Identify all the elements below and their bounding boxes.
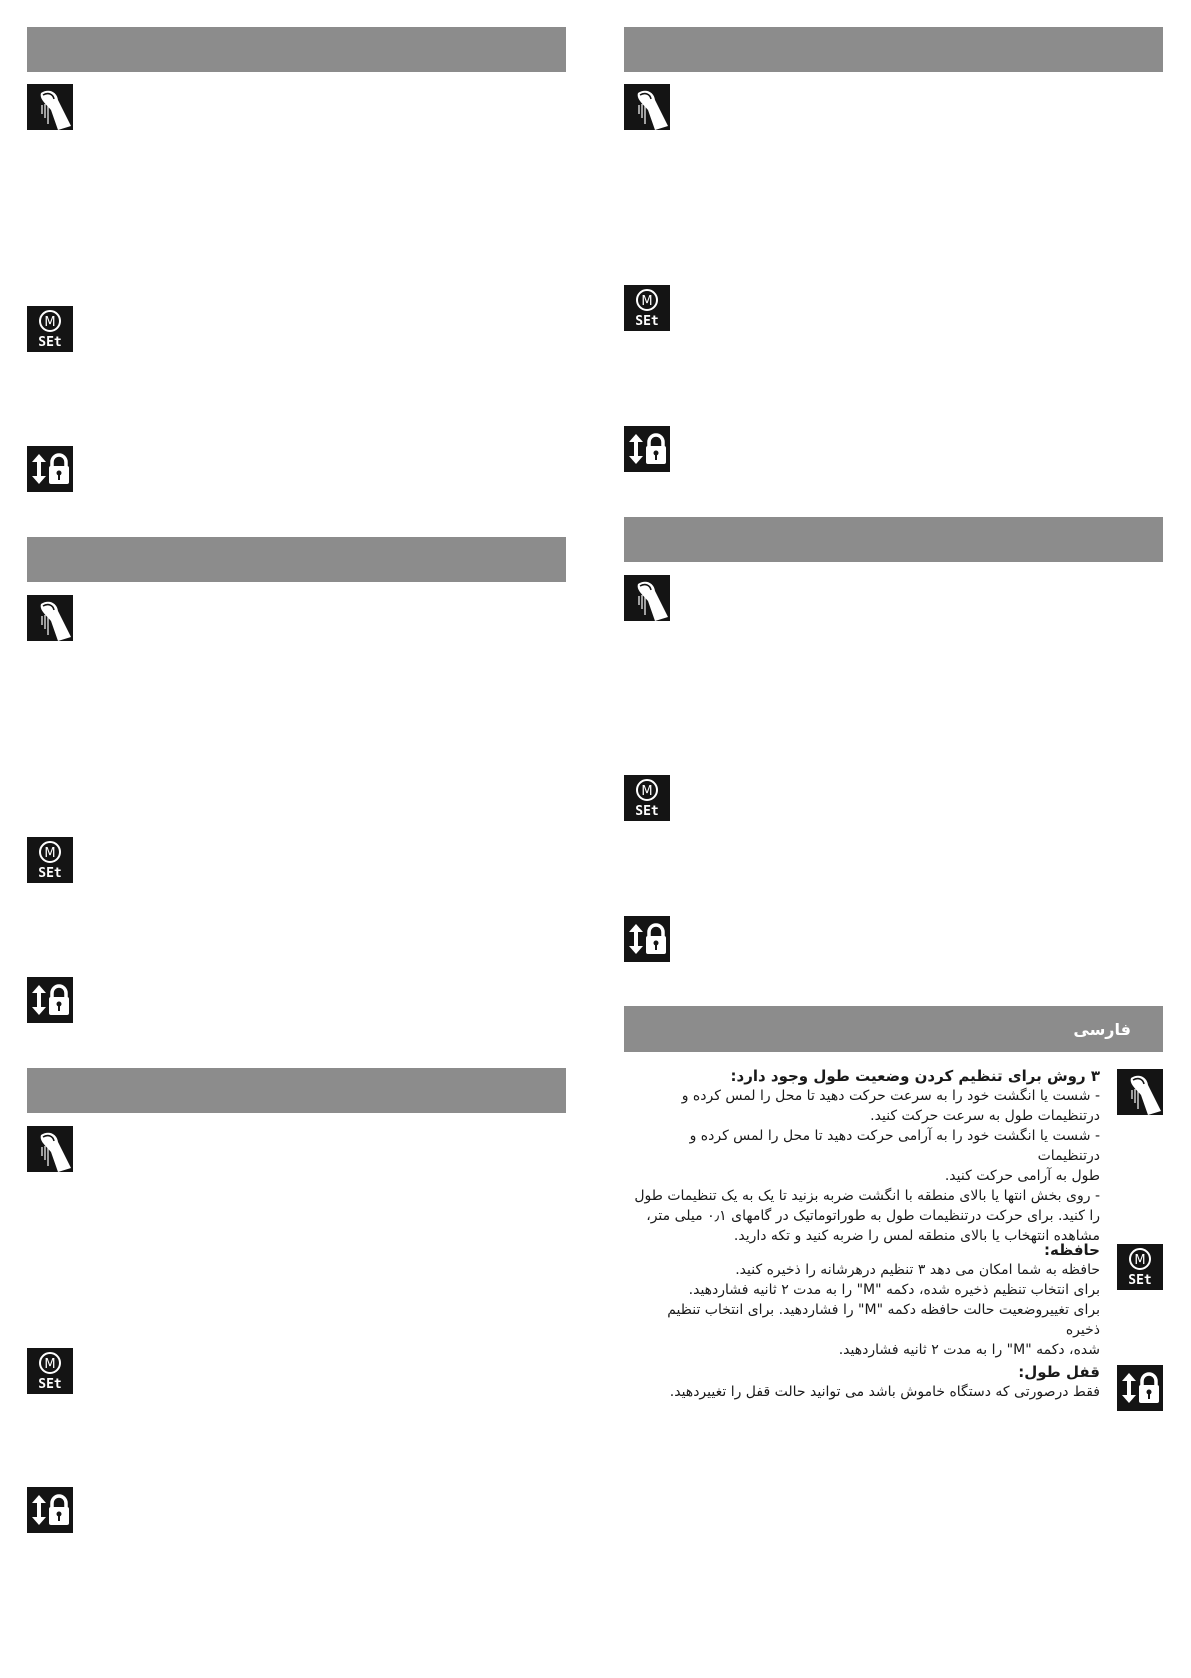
memory-line: شده، دکمه "M" را به مدت ۲ ثانیه فشاردهید. bbox=[838, 1342, 1100, 1358]
language-label: فارسی bbox=[1073, 1019, 1131, 1039]
svg-text:M: M bbox=[1134, 1253, 1146, 1268]
swipe-line: را کنید. برای حرکت درتنظیمات طول به طوراتوماتیک در گامهای ۰٫۱ میلی متر، bbox=[646, 1208, 1100, 1224]
memory-line: برای انتخاب تنظیم ذخیره شده، دکمه "M" را به مدت ۲ ثانیه فشاردهید. bbox=[688, 1282, 1100, 1298]
swipe-icon bbox=[27, 595, 73, 641]
swipe-line: درتنظیمات طول به سرعت حرکت کنید. bbox=[870, 1108, 1100, 1124]
swipe-instructions bbox=[630, 1066, 1100, 1246]
svg-text:SEt: SEt bbox=[38, 1377, 62, 1392]
svg-text:SEt: SEt bbox=[635, 804, 659, 819]
lock-line: فقط درصورتی که دستگاه خاموش باشد می توانید حالت قفل را تغییردهید. bbox=[669, 1384, 1100, 1400]
svg-text:M: M bbox=[641, 294, 653, 309]
length-lock-icon bbox=[27, 1487, 73, 1533]
section-header-band-right-1 bbox=[624, 27, 1163, 72]
section-header-band-left-3 bbox=[27, 1068, 566, 1113]
swipe-icon bbox=[27, 1126, 73, 1172]
svg-text:M: M bbox=[44, 1357, 56, 1372]
swipe-icon bbox=[1117, 1069, 1163, 1115]
section-header-band-left-2 bbox=[27, 537, 566, 582]
memory-line: برای تغییروضعیت حالت حافظه دکمه "M" را فشاردهید. برای انتخاب تنظیم ذخیره bbox=[667, 1302, 1100, 1338]
swipe-line: - شست یا انگشت خود را به آرامی حرکت دهید تا محل را لمس کرده و درتنظیمات bbox=[689, 1128, 1100, 1164]
memory-set-icon bbox=[27, 306, 73, 352]
svg-text:M: M bbox=[641, 784, 653, 799]
swipe-heading: ۳ روش برای تنظیم کردن وضعیت طول وجود دارد: bbox=[730, 1067, 1100, 1085]
swipe-line: طول به آرامی حرکت کنید. bbox=[944, 1168, 1100, 1184]
svg-text:M: M bbox=[44, 846, 56, 861]
swipe-icon bbox=[624, 575, 670, 621]
swipe-icon bbox=[624, 84, 670, 130]
svg-text:SEt: SEt bbox=[635, 314, 659, 329]
swipe-icon bbox=[27, 84, 73, 130]
section-header-band-right-2 bbox=[624, 517, 1163, 562]
memory-set-icon bbox=[27, 837, 73, 883]
memory-set-icon bbox=[1117, 1244, 1163, 1290]
lock-instructions bbox=[630, 1362, 1100, 1402]
length-lock-icon bbox=[1117, 1365, 1163, 1411]
memory-instructions bbox=[630, 1240, 1100, 1360]
memory-set-icon bbox=[27, 1348, 73, 1394]
svg-text:M: M bbox=[44, 315, 56, 330]
memory-set-icon bbox=[624, 775, 670, 821]
svg-text:SEt: SEt bbox=[38, 866, 62, 881]
length-lock-icon bbox=[27, 977, 73, 1023]
memory-set-icon bbox=[624, 285, 670, 331]
svg-text:SEt: SEt bbox=[38, 335, 62, 350]
section-header-band-left-1 bbox=[27, 27, 566, 72]
lock-heading: قفل طول: bbox=[1018, 1363, 1100, 1381]
length-lock-icon bbox=[624, 916, 670, 962]
swipe-line: - روی بخش انتها یا بالای منطقه با انگشت ضربه بزنید تا یک به یک تنظیمات طول bbox=[634, 1188, 1100, 1204]
memory-heading: حافظه: bbox=[1044, 1241, 1100, 1259]
svg-text:SEt: SEt bbox=[1128, 1273, 1152, 1288]
section-header-language bbox=[624, 1006, 1163, 1052]
memory-line: حافظه به شما امکان می دهد ۳ تنظیم درهرشانه را ذخیره کنید. bbox=[735, 1262, 1100, 1278]
swipe-line: - شست یا انگشت خود را به سرعت حرکت دهید تا محل را لمس کرده و bbox=[681, 1088, 1100, 1104]
length-lock-icon bbox=[624, 426, 670, 472]
length-lock-icon bbox=[27, 446, 73, 492]
swipe-line: مشاهده انتهخاب یا بالای منطقه لمس را ضربه کنید و تکه دارید. bbox=[733, 1228, 1100, 1244]
